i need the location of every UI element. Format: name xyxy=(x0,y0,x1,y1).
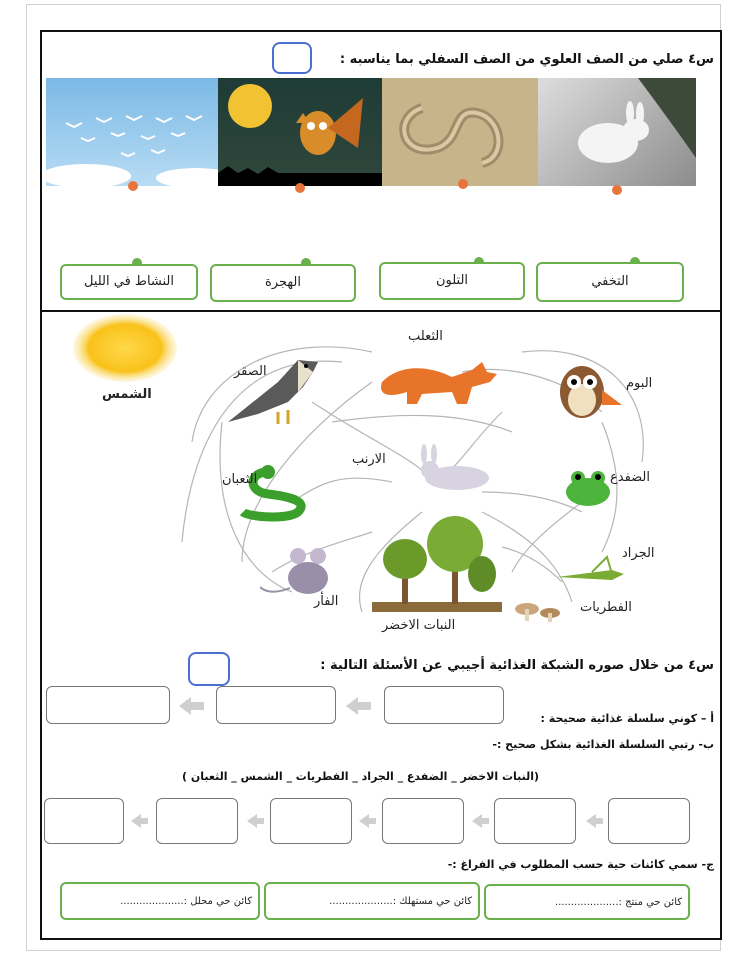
chain-a-box-1[interactable] xyxy=(46,686,170,724)
option-migration xyxy=(210,264,356,302)
picture-dot-2[interactable] xyxy=(295,183,305,193)
chain-b-box-1[interactable] xyxy=(44,798,124,844)
label-fox: الثعلب xyxy=(408,329,443,344)
fill-consumer-label: كائن حي مستهلك :.................... xyxy=(329,895,472,907)
chain-a-box-2[interactable] xyxy=(216,686,336,724)
q2-score-box[interactable] xyxy=(188,652,230,686)
chain-b-box-2[interactable] xyxy=(156,798,238,844)
chain-b-box-3[interactable] xyxy=(270,798,352,844)
chain-b-arrow-3-stem xyxy=(368,818,376,824)
q1-score-box[interactable] xyxy=(272,42,312,74)
rabbit-icon xyxy=(402,442,502,492)
picture-dot-4[interactable] xyxy=(612,185,622,195)
q2-b-label: ب- رتبي السلسلة الغذائية بشكل صحيح :- xyxy=(492,738,714,751)
q2-b-items: (النبات الاخضر _ الضفدع _ الجراد _ الفطريات _ الشمس _ الثعبان ) xyxy=(182,770,540,783)
fill-producer-label: كائن حي منتج :.................... xyxy=(554,896,682,908)
chain-b-box-6[interactable] xyxy=(608,798,690,844)
chain-b-arrow-2-stem xyxy=(256,818,264,824)
grasshopper-icon xyxy=(552,552,632,587)
chain-b-box-5[interactable] xyxy=(494,798,576,844)
q1-title: س٤ صلي من الصف العلوي من الصف السفلي بما يناسبه : xyxy=(339,52,714,67)
worksheet xyxy=(40,30,722,940)
chain-b-arrow-5-stem xyxy=(595,818,603,824)
label-owl: البوم xyxy=(626,376,653,391)
hare-drawing xyxy=(538,78,696,186)
green-plant-icon xyxy=(372,514,502,612)
picture-dot-1[interactable] xyxy=(128,181,138,191)
label-sun: الشمس xyxy=(102,387,152,402)
frog-icon xyxy=(558,464,618,509)
option-label: التخفي xyxy=(591,274,629,289)
birds-drawing xyxy=(46,78,218,186)
label-hawk: الصقر xyxy=(234,364,267,379)
q2-a-label: أ – كوني سلسلة غذائية صحيحة : xyxy=(540,712,714,725)
q2-c-label: ج- سمي كائنات حية حسب المطلوب في الفراغ :- xyxy=(447,858,714,871)
label-snake: الثعبان xyxy=(222,472,258,487)
label-frog: الضفدع xyxy=(610,470,651,485)
owl-moon-picture xyxy=(218,78,382,186)
owl-icon xyxy=(547,360,627,420)
snake-icon xyxy=(238,462,338,522)
option-coloring xyxy=(379,262,525,300)
chain-a-box-3[interactable] xyxy=(384,686,504,724)
option-label: النشاط في الليل xyxy=(83,274,175,289)
option-label: الهجرة xyxy=(265,275,301,290)
label-mouse: الفأر xyxy=(314,594,339,609)
fungi-icon xyxy=(512,597,567,627)
white-hare-picture xyxy=(538,78,696,186)
label-rabbit: الارنب xyxy=(352,452,386,467)
snake-drawing xyxy=(382,78,538,186)
option-night-activity xyxy=(60,264,198,300)
label-fungi: الفطريات xyxy=(580,600,632,615)
chain-b-arrow-4-stem xyxy=(481,818,489,824)
birds-flock-picture xyxy=(46,78,218,186)
chain-b-box-4[interactable] xyxy=(382,798,464,844)
chain-a-arrow-1-stem xyxy=(190,702,204,710)
sun-icon xyxy=(70,312,180,392)
q2-title: س٤ من خلال صوره الشبكة الغذائية أجيبي عن الأسئلة التالية : xyxy=(320,658,714,673)
fox-icon xyxy=(372,342,512,412)
mouse-icon xyxy=(260,542,340,602)
chain-b-arrow-1-stem xyxy=(140,818,148,824)
fill-producer[interactable] xyxy=(484,884,690,920)
fill-consumer[interactable] xyxy=(264,882,480,920)
owl-moon-drawing xyxy=(218,78,382,186)
picture-dot-3[interactable] xyxy=(458,179,468,189)
label-green-plant: النبات الاخضر xyxy=(382,618,456,633)
option-camouflage xyxy=(536,262,684,302)
fill-decomposer-label: كائن حي محلل :.................... xyxy=(120,895,252,907)
option-label: التلون xyxy=(435,273,469,288)
fill-decomposer[interactable] xyxy=(60,882,260,920)
chain-a-arrow-2-stem xyxy=(357,702,371,710)
snake-sand-picture xyxy=(382,78,538,186)
label-grasshopper: الجراد xyxy=(622,546,655,561)
